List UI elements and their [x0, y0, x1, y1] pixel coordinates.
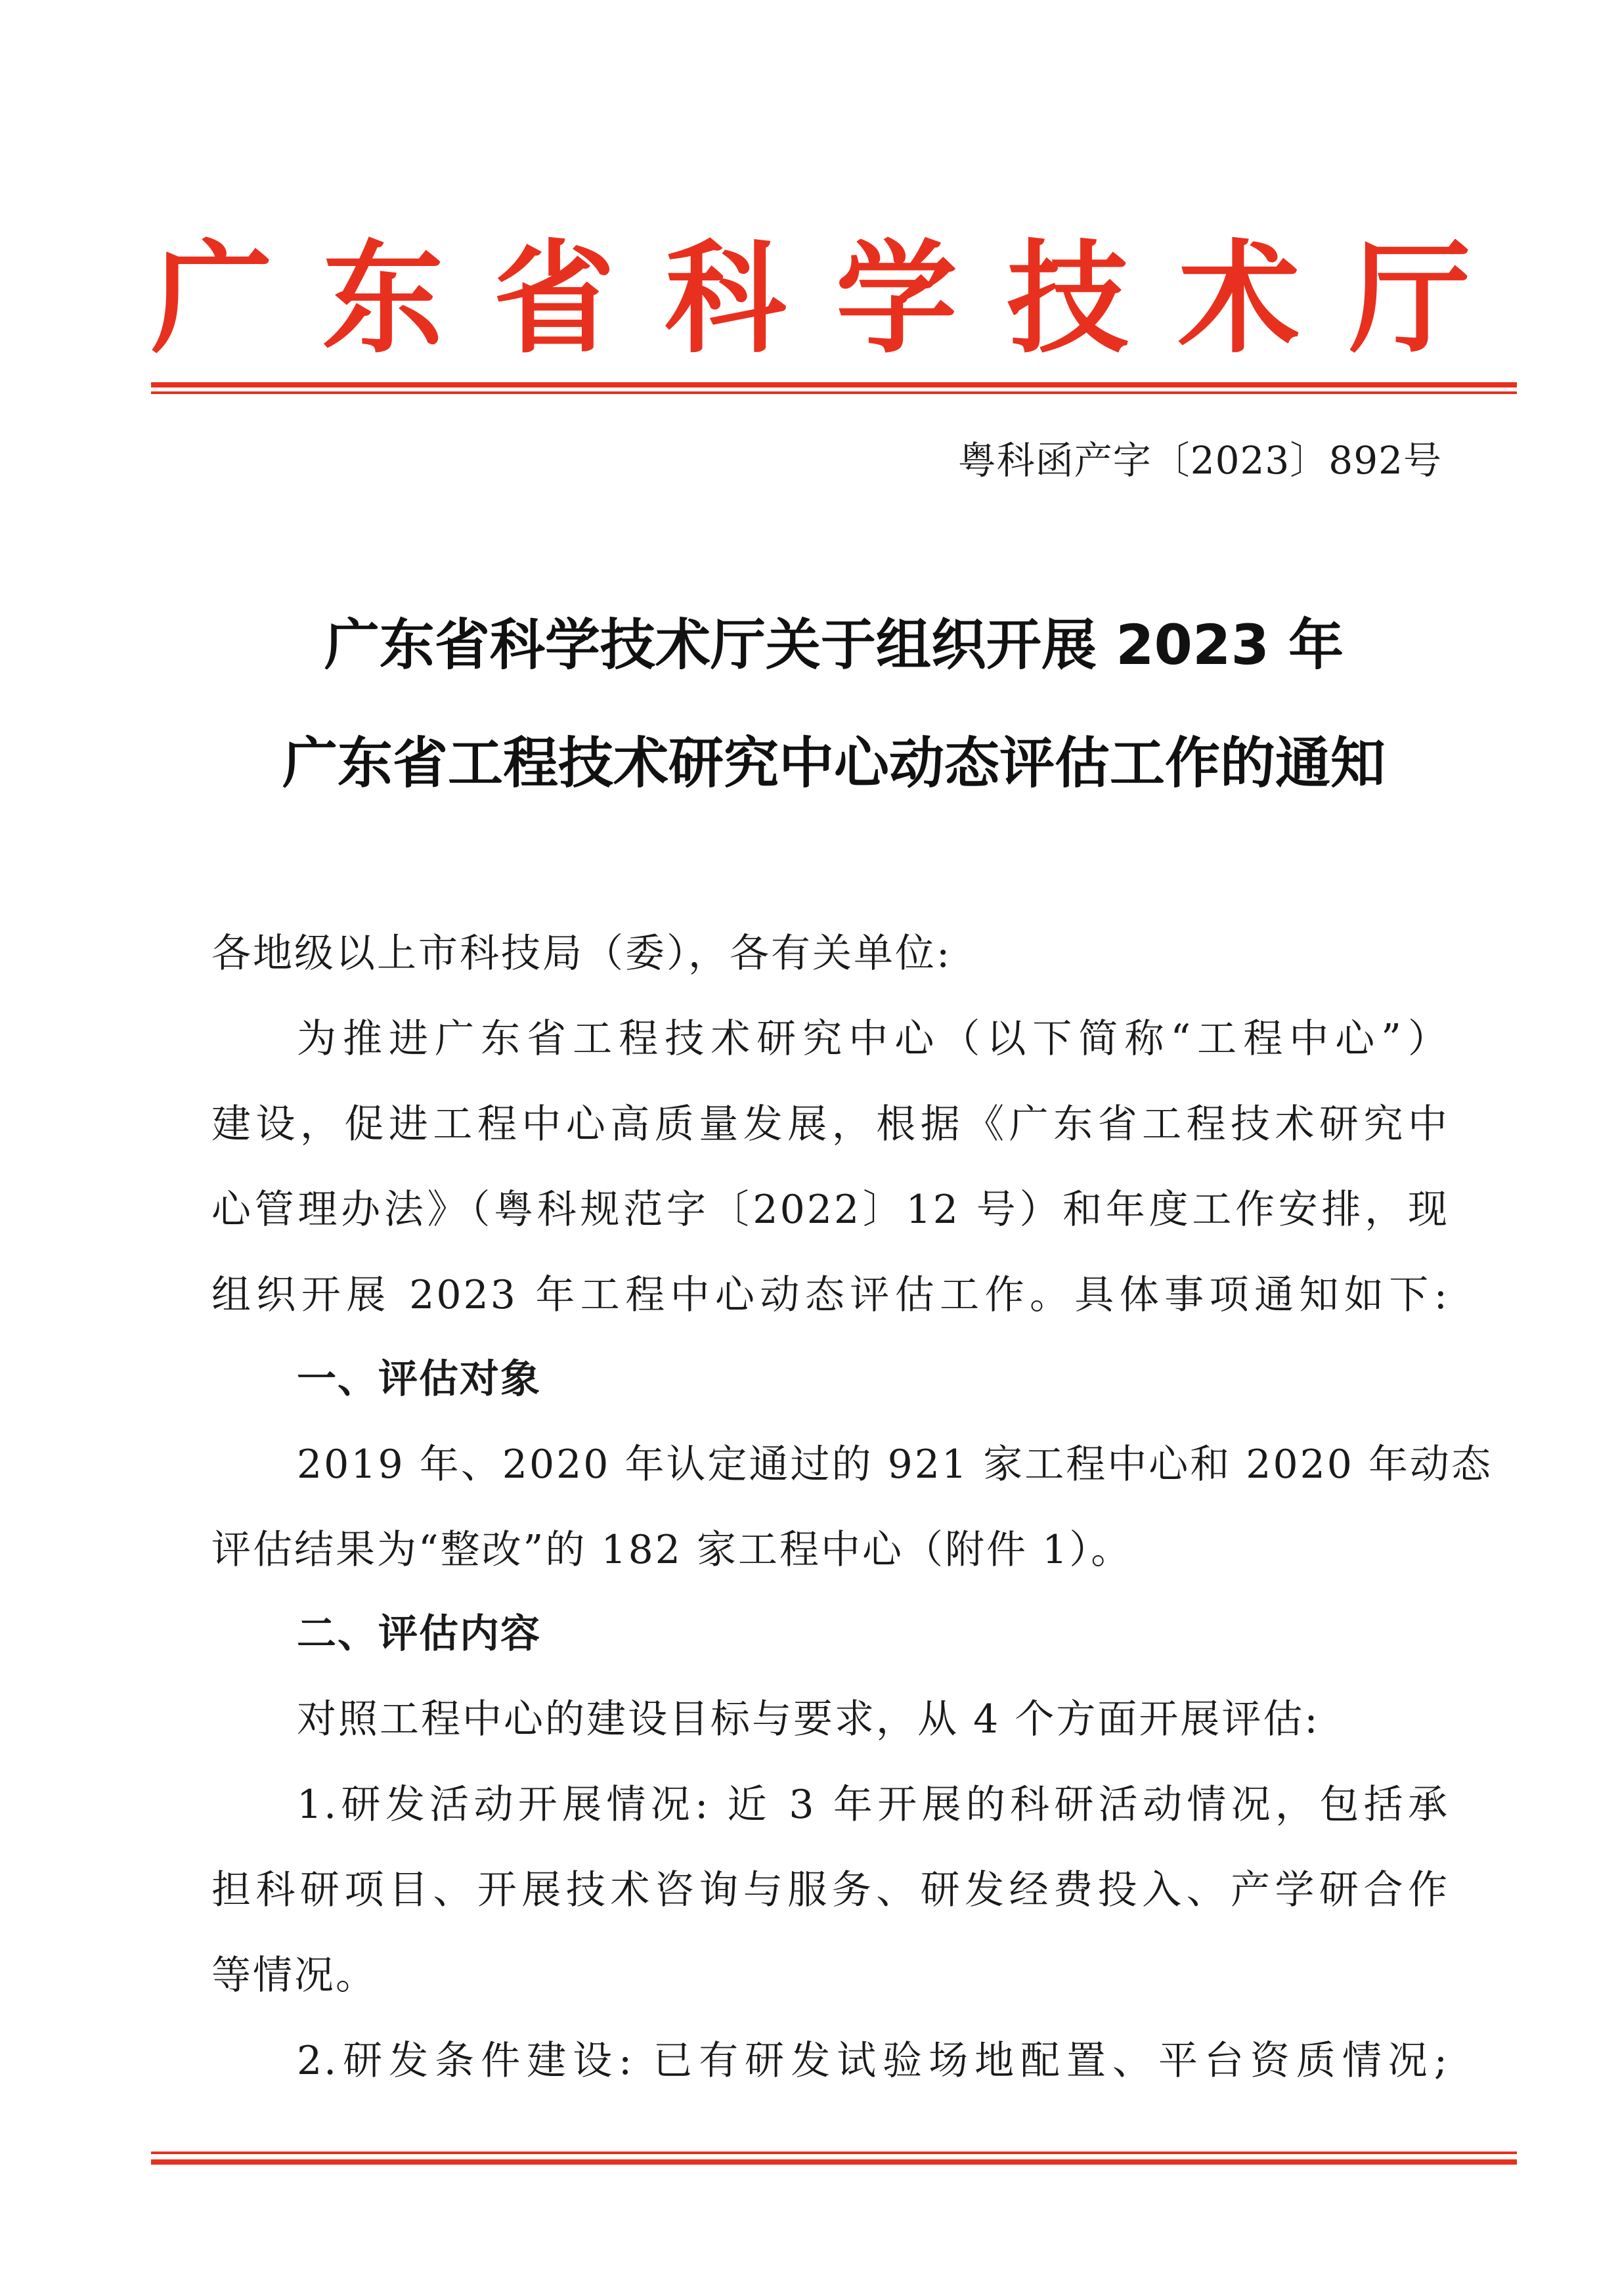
- addressee: 各地级以上市科技局（委），各有关单位:: [211, 931, 952, 977]
- footer-divider: [151, 2159, 1517, 2165]
- document-number: 粤科函产字〔2023〕892号: [957, 438, 1442, 483]
- list-item-line: 1.研发活动开展情况: 近 3 年开展的科研活动情况，包括承: [297, 1782, 1449, 1828]
- intro-line: 为推进广东省工程技术研究中心（以下简称“工程中心”）: [297, 1016, 1449, 1062]
- intro-line: 心管理办法》（粤科规范字〔2022〕12 号）和年度工作安排，现: [211, 1187, 1449, 1233]
- section-text-line: 2019 年、2020 年认定通过的 921 家工程中心和 2020 年动态: [297, 1442, 1493, 1488]
- footer-divider-thin: [151, 2152, 1517, 2154]
- intro-line: 建设，促进工程中心高质量发展，根据《广东省工程技术研究中: [211, 1101, 1449, 1147]
- list-item-line: 等情况。: [211, 1953, 377, 1998]
- section-text-line: 对照工程中心的建设目标与要求，从 4 个方面开展评估:: [297, 1696, 1320, 1742]
- masthead-title: [151, 217, 1471, 381]
- masthead-char: 东: [322, 227, 444, 370]
- document-title-line-1: 广东省科学技术厅关于组织开展 2023 年: [324, 613, 1344, 677]
- masthead-divider-thin: [151, 391, 1517, 394]
- masthead-char: 技: [1007, 227, 1129, 370]
- intro-line: 组织开展 2023 年工程中心动态评估工作。具体事项通知如下:: [211, 1272, 1449, 1318]
- masthead-char: 广: [151, 227, 273, 370]
- section-heading: 一、评估对象: [297, 1356, 541, 1402]
- section-heading: 二、评估内容: [297, 1611, 541, 1657]
- section-text-line: 评估结果为“整改”的 182 家工程中心（附件 1）。: [211, 1527, 1133, 1573]
- masthead-char: 科: [665, 227, 787, 370]
- masthead-char: 学: [835, 227, 957, 370]
- list-item-line: 担科研项目、开展技术咨询与服务、研发经费投入、产学研合作: [211, 1867, 1449, 1913]
- list-item-line: 2.研发条件建设: 已有研发试验场地配置、平台资质情况;: [297, 2038, 1449, 2084]
- masthead-char: 省: [493, 227, 615, 370]
- masthead-char: 术: [1178, 227, 1300, 370]
- document-title-line-2: 广东省工程技术研究中心动态评估工作的通知: [282, 731, 1386, 795]
- masthead-divider: [151, 382, 1517, 387]
- masthead-char: 厅: [1349, 227, 1471, 370]
